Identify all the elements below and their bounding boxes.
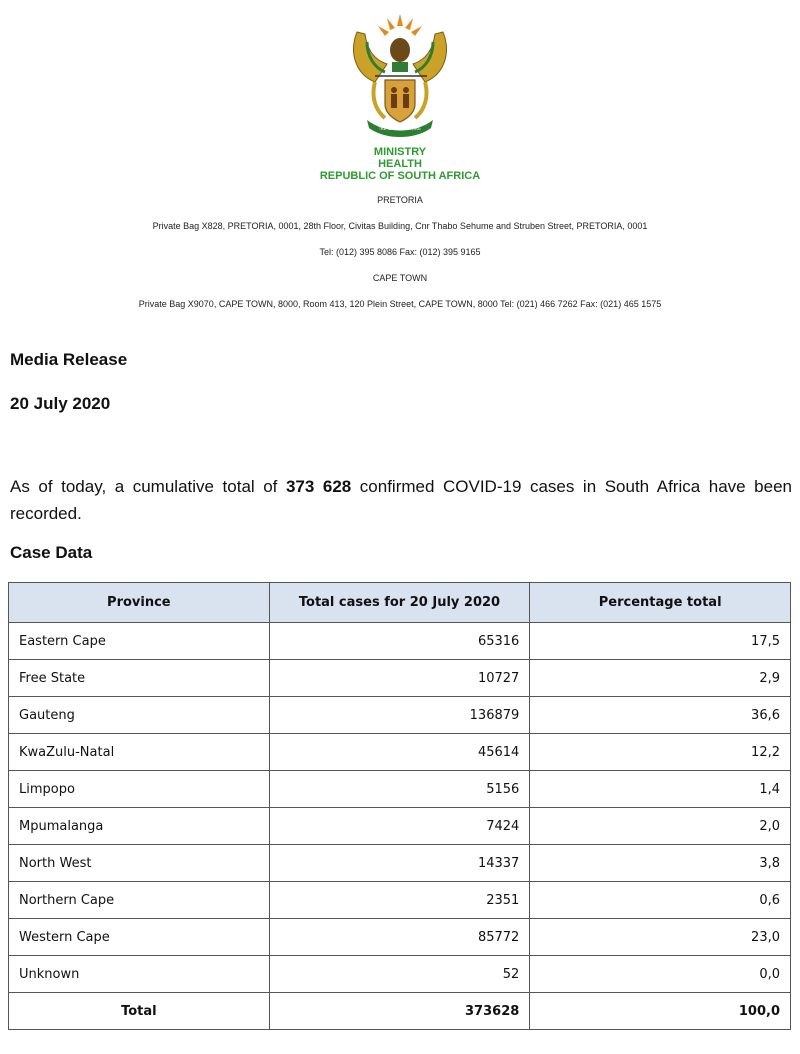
province-cell: KwaZulu-Natal <box>9 734 270 771</box>
intro-prefix: As of today, a cumulative total of <box>10 477 286 496</box>
motto-banner: !KE E: /XARRA //KE <box>379 127 421 132</box>
table-row <box>9 623 791 660</box>
intro-suffix: confirmed COVID-19 cases in South Africa have been recorded. <box>10 477 792 523</box>
province-cell: Gauteng <box>9 697 270 734</box>
percentage-cell: 2,9 <box>530 660 791 697</box>
cases-cell: 10727 <box>269 660 530 697</box>
case-data-heading: Case Data <box>10 543 93 562</box>
release-title: Media Release <box>10 350 128 369</box>
province-cell: Western Cape <box>9 919 270 956</box>
total-row <box>9 993 791 1030</box>
province-cell: Northern Cape <box>9 882 270 919</box>
intro-total: 373 628 <box>285 477 352 496</box>
table-row <box>9 660 791 697</box>
table-row <box>9 808 791 845</box>
case-data-table <box>8 582 791 1030</box>
cases-cell: 2351 <box>269 882 530 919</box>
percentage-cell: 23,0 <box>530 919 791 956</box>
percentage-cell: 2,0 <box>530 808 791 845</box>
column-header-province: Province <box>9 583 270 623</box>
percentage-cell: 36,6 <box>530 697 791 734</box>
province-cell: Limpopo <box>9 771 270 808</box>
table-row <box>9 845 791 882</box>
table-row <box>9 956 791 993</box>
ministry-line-2: HEALTH <box>378 158 422 170</box>
percentage-cell: 17,5 <box>530 623 791 660</box>
pretoria-contact: Tel: (012) 395 8086 Fax: (012) 395 9165 <box>319 247 481 257</box>
province-cell: North West <box>9 845 270 882</box>
pretoria-address: Private Bag X828, PRETORIA, 0001, 28th Floor, Civitas Building, Cnr Thabo Sehume and Struben Street, PRETORIA, 0001 <box>152 221 648 231</box>
total-label: Total <box>9 993 270 1030</box>
table-header-row <box>9 583 791 623</box>
table-row <box>9 734 791 771</box>
column-header-total-cases: Total cases for 20 July 2020 <box>269 583 530 623</box>
intro-paragraph <box>10 473 792 527</box>
province-cell: Unknown <box>9 956 270 993</box>
cases-cell: 85772 <box>269 919 530 956</box>
province-cell: Mpumalanga <box>9 808 270 845</box>
cases-cell: 14337 <box>269 845 530 882</box>
percentage-cell: 0,0 <box>530 956 791 993</box>
cases-cell: 136879 <box>269 697 530 734</box>
table-row <box>9 882 791 919</box>
capetown-label: CAPE TOWN <box>372 273 428 283</box>
total-cases: 373628 <box>269 993 530 1030</box>
table-row <box>9 697 791 734</box>
percentage-cell: 12,2 <box>530 734 791 771</box>
cases-cell: 5156 <box>269 771 530 808</box>
cases-cell: 65316 <box>269 623 530 660</box>
release-date: 20 July 2020 <box>10 394 111 413</box>
coat-of-arms-logo <box>345 12 455 137</box>
province-cell: Eastern Cape <box>9 623 270 660</box>
table-row <box>9 919 791 956</box>
cases-cell: 45614 <box>269 734 530 771</box>
province-cell: Free State <box>9 660 270 697</box>
cases-cell: 52 <box>269 956 530 993</box>
ministry-line-1: MINISTRY <box>373 146 427 158</box>
ministry-line-3: REPUBLIC OF SOUTH AFRICA <box>319 170 481 182</box>
column-header-percentage: Percentage total <box>530 583 791 623</box>
total-percentage: 100,0 <box>530 993 791 1030</box>
cases-cell: 7424 <box>269 808 530 845</box>
table-row <box>9 771 791 808</box>
capetown-address: Private Bag X9070, CAPE TOWN, 8000, Room 413, 120 Plein Street, CAPE TOWN, 8000 Tel: (021) 466 7262 Fax: (021) 465 1575 <box>138 299 662 309</box>
percentage-cell: 1,4 <box>530 771 791 808</box>
percentage-cell: 3,8 <box>530 845 791 882</box>
percentage-cell: 0,6 <box>530 882 791 919</box>
pretoria-label: PRETORIA <box>377 195 423 205</box>
